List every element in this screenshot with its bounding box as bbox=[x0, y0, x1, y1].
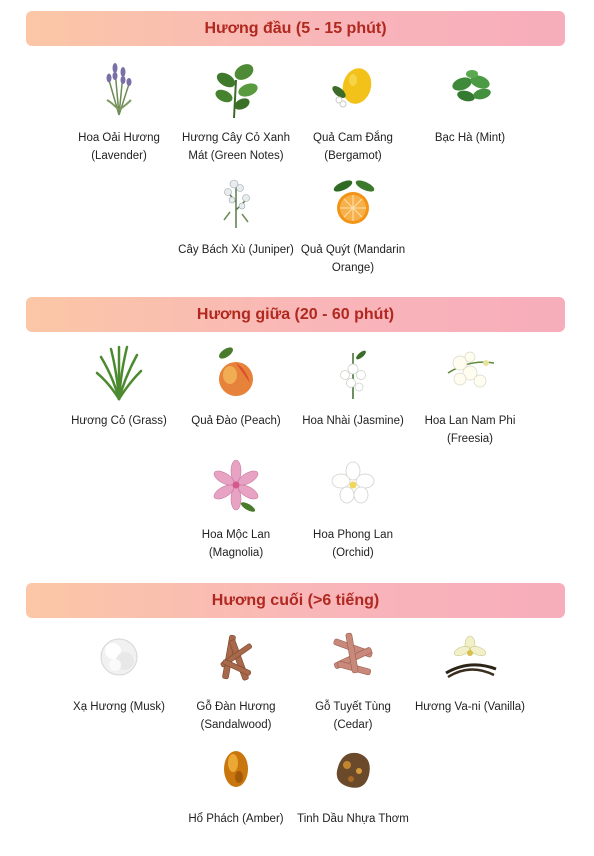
note-item bbox=[411, 629, 529, 716]
magnolia-icon bbox=[206, 457, 266, 517]
musk-icon bbox=[89, 629, 149, 689]
note-item bbox=[177, 60, 295, 165]
freesia-icon bbox=[440, 343, 500, 403]
orchid-icon bbox=[323, 457, 383, 517]
note-item bbox=[294, 629, 412, 734]
note-item bbox=[60, 343, 178, 430]
note-label: Xạ Hương (Musk) bbox=[73, 701, 165, 713]
section-title: Hương cuối (>6 tiếng) bbox=[211, 591, 380, 609]
note-item bbox=[294, 457, 412, 562]
grass-icon bbox=[89, 343, 149, 403]
note-item bbox=[177, 343, 295, 430]
note-label: Hoa Mộc Lan (Magnolia) bbox=[201, 529, 271, 559]
note-label: Hoa Nhài (Jasmine) bbox=[302, 415, 404, 427]
mint-icon bbox=[440, 60, 500, 120]
note-item bbox=[60, 60, 178, 165]
section-banner bbox=[26, 583, 565, 618]
section-banner bbox=[26, 11, 565, 46]
note-label: Quả Quýt (Mandarin Orange) bbox=[300, 244, 406, 274]
lavender-icon bbox=[89, 60, 149, 120]
note-item bbox=[411, 343, 529, 448]
sandalwood-icon bbox=[206, 629, 266, 689]
mandarin-icon bbox=[323, 172, 383, 232]
note-item bbox=[411, 60, 529, 147]
note-item bbox=[294, 172, 412, 277]
note-label: Cây Bách Xù (Juniper) bbox=[178, 244, 294, 256]
section-banner bbox=[26, 297, 565, 332]
note-label: Bạc Hà (Mint) bbox=[434, 132, 506, 144]
jasmine-icon bbox=[323, 343, 383, 403]
note-label: Quả Cam Đắng (Bergamot) bbox=[313, 132, 393, 162]
juniper-icon bbox=[206, 172, 266, 232]
note-label: Hoa Oải Hương (Lavender) bbox=[78, 132, 160, 162]
note-item bbox=[294, 343, 412, 430]
note-item bbox=[294, 60, 412, 165]
note-label: Gỗ Tuyết Tùng (Cedar) bbox=[315, 701, 391, 731]
note-label: Hương Va-ni (Vanilla) bbox=[414, 701, 526, 713]
note-item bbox=[177, 172, 295, 259]
note-label: Hoa Lan Nam Phi (Freesia) bbox=[424, 415, 516, 445]
note-item bbox=[177, 629, 295, 734]
note-item bbox=[294, 741, 412, 828]
green-leaves-icon bbox=[206, 60, 266, 120]
note-label: Gỗ Đàn Hương (Sandalwood) bbox=[196, 701, 276, 731]
note-item bbox=[177, 741, 295, 828]
note-label: Hổ Phách (Amber) bbox=[188, 813, 284, 825]
note-label: Hương Cỏ (Grass) bbox=[71, 415, 167, 427]
amber-icon bbox=[206, 741, 266, 801]
note-label: Quả Đào (Peach) bbox=[191, 415, 281, 427]
note-item bbox=[177, 457, 295, 562]
cedar-icon bbox=[323, 629, 383, 689]
note-label: Tinh Dầu Nhựa Thơm bbox=[297, 813, 409, 825]
note-item bbox=[60, 629, 178, 716]
note-label: Hương Cây Cỏ Xanh Mát (Green Notes) bbox=[182, 132, 290, 162]
section-title: Hương đầu (5 - 15 phút) bbox=[204, 19, 387, 37]
note-label: Hoa Phong Lan (Orchid) bbox=[313, 529, 393, 559]
section-title: Hương giữa (20 - 60 phút) bbox=[196, 305, 395, 323]
peach-icon bbox=[206, 343, 266, 403]
vanilla-icon bbox=[440, 629, 500, 689]
resin-icon bbox=[323, 741, 383, 801]
bergamot-icon bbox=[323, 60, 383, 120]
